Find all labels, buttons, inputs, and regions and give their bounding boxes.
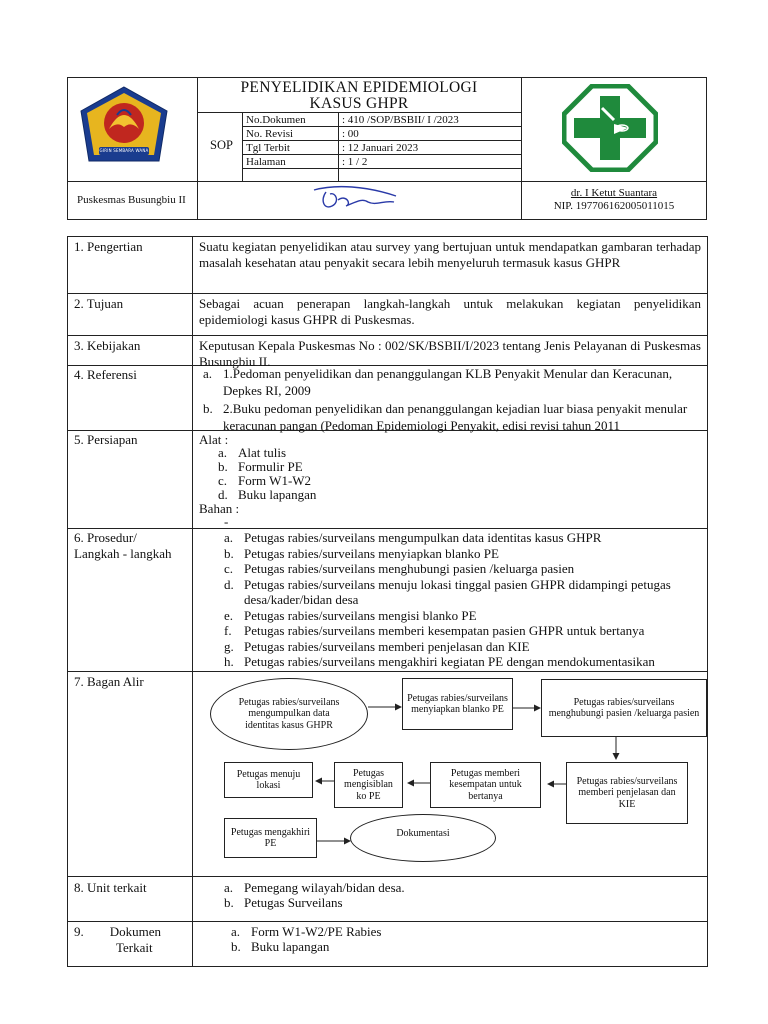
list-text: Petugas rabies/surveilans mengumpulkan data identitas kasus GHPR [244,530,602,545]
label-pengertian: 1. Pengertian [74,239,143,254]
list-text: Petugas rabies/surveilans menyiapkan blanko PE [244,545,499,561]
meta-value-no-revisi: : 00 [342,128,359,140]
label-bagan-alir: 7. Bagan Alir [74,674,144,689]
bahan-label: Bahan : [199,501,240,516]
label-unit-terkait: 8. Unit terkait [74,880,147,895]
flow-node-start: Petugas rabies/surveilans mengumpulkan data identitas kasus GHPR [210,678,368,750]
label-referensi: 4. Referensi [74,367,137,382]
title-line-2: KASUS GHPR [309,95,409,112]
list-marker: d. [218,487,228,502]
flow-node-kesempatan-bertanya: Petugas memberi kesempatan untuk bertanya [430,762,541,808]
list-item [218,460,518,474]
list-text: Petugas rabies/surveilans menghubungi pasien /keluarga pasien [244,561,575,576]
list-text: Form W1-W2 [238,473,312,488]
unit-terkait-list [224,880,702,910]
text-tujuan: Sebagai acuan penerapan langkah-langkah untuk melakukan kegiatan penyelidikan epidemiologi kasus GHPR di Puskesmas. [199,296,701,327]
list-item [231,939,701,954]
list-marker: e. [224,607,234,623]
label-prosedur-line1: 6. Prosedur/ [74,530,137,545]
signer-block [521,187,707,213]
label-persiapan: 5. Persiapan [74,432,138,447]
flow-node-menghubungi-pasien: Petugas rabies/surveilans menghubungi pasien /keluarga pasien [541,679,707,737]
dokumen-list [231,924,701,954]
list-text: Petugas rabies/surveilans mengakhiri kegiatan PE dengan mendokumentasikan [244,654,655,669]
list-item [224,880,702,895]
text-kebijakan: Keputusan Kepala Puskesmas No : 002/SK/BSBII/I/2023 tentang Jenis Pelayanan di Puskesmas Busungbiu II. [199,338,701,369]
list-marker: b. [224,895,234,910]
label-dokumen-line1: 9. Dokumen [74,924,162,939]
meta-value-tgl-terbit: : 12 Januari 2023 [342,142,419,154]
meta-label-no-revisi: No. Revisi [246,128,294,140]
signer-name: dr. I Ketut Suantara [570,187,658,199]
list-marker: h. [224,654,234,669]
list-marker: b. [218,459,228,474]
signature [306,180,406,218]
document-title [197,80,521,112]
signer-nip: NIP. 197706162005011015 [553,200,675,212]
list-text: 2.Buku pedoman penyelidikan dan penanggulangan kejadian luar biasa penyakit menular keracunan pangan (Pedoman Epidemiologi Penyakit, edisi revisi tahun 2011 [223,401,688,433]
list-item [224,895,702,910]
meta-value-no-dokumen: : 410 /SOP/BSBII/ I /2023 [342,114,459,126]
list-item [218,488,518,502]
list-text: Buku lapangan [251,939,330,954]
list-text: Petugas rabies/surveilans mengisi blanko PE [244,607,477,623]
list-marker: a. [203,366,213,381]
list-marker: d. [224,576,234,592]
list-item [224,623,702,639]
list-item [203,401,701,434]
title-line-1: PENYELIDIKAN EPIDEMIOLOGI [240,79,478,96]
list-text: Formulir PE [238,459,303,474]
list-marker: a. [231,924,241,939]
flow-node-dokumentasi: Dokumentasi [350,814,496,862]
flow-node-mengakhiri-pe: Petugas mengakhiri PE [224,818,317,858]
flow-node-menuju-lokasi: Petugas menuju lokasi [224,762,313,798]
list-text: Alat tulis [238,445,287,460]
list-item [224,577,702,608]
label-prosedur [74,530,171,562]
list-marker: a. [224,530,234,545]
list-text: Petugas Surveilans [244,895,343,910]
list-marker: b. [203,401,213,416]
list-item [231,924,701,939]
label-prosedur-line2: Langkah - langkah [74,546,172,561]
alat-label: Alat : [199,432,229,447]
label-dokumen-line2: Terkait [116,940,153,955]
text-pengertian: Suatu kegiatan penyelidikan atau survey yang bertujuan untuk mendapatkan gambaran terhadap masalah kesehatan atau penyakit secara lebih menyeluruh termasuk kasus GHPR [199,239,701,270]
referensi-list [203,366,701,434]
label-tujuan: 2. Tujuan [74,296,124,311]
list-marker: f. [224,623,232,638]
list-text: Petugas rabies/surveilans memberi penjelasan dan KIE [244,638,530,654]
meta-label-tgl-terbit: Tgl Terbit [246,142,290,154]
list-text: Petugas rabies/surveilans menuju lokasi tinggal pasien GHPR didampingi petugas desa/kader/bidan desa [244,576,671,607]
list-item [224,608,702,624]
list-text: Petugas rabies/surveilans memberi kesempatan pasien GHPR untuk bertanya [244,623,645,638]
list-text: Buku lapangan [238,487,317,502]
list-text: Form W1-W2/PE Rabies [251,924,382,939]
list-marker: c. [218,473,228,488]
meta-value-halaman: : 1 / 2 [342,156,368,168]
label-kebijakan: 3. Kebijakan [74,338,141,353]
label-dokumen-terkait [74,924,161,956]
list-marker: g. [224,638,234,654]
bahan-item: - [224,514,229,529]
list-marker: a. [218,445,228,460]
sop-label: SOP [210,138,233,152]
list-item [203,366,701,399]
list-marker: b. [224,545,234,561]
list-marker: c. [224,561,234,576]
alat-list [218,446,518,502]
logo-banner-text: GIRIN SEMBARA WANA [99,148,149,153]
meta-label-halaman: Halaman [246,156,286,168]
flow-node-menyiapkan-blanko: Petugas rabies/surveilans menyiapkan blanko PE [402,678,513,730]
flow-node-mengisi-blanko: Petugas mengisiblan ko PE [334,762,403,808]
list-item [224,561,702,577]
list-marker: a. [224,880,234,895]
list-item [224,639,702,655]
meta-label-no-dokumen: No.Dokumen [246,114,306,126]
list-item [224,654,702,670]
list-item [218,446,518,460]
flow-node-penjelasan-kie: Petugas rabies/surveilans memberi penjelasan dan KIE [566,762,688,824]
list-item [218,474,518,488]
list-item [224,530,702,546]
list-text: 1.Pedoman penyelidikan dan penanggulangan KLB Penyakit Menular dan Keracunan, Depkes RI, 2009 [223,366,673,398]
puskesmas-name: Puskesmas Busungbiu II [77,194,186,206]
puskesmas-logo [562,84,658,172]
list-item [224,546,702,562]
list-text: Pemegang wilayah/bidan desa. [244,880,405,895]
prosedur-list [224,530,702,670]
regency-logo [79,85,169,163]
list-marker: b. [231,939,241,954]
